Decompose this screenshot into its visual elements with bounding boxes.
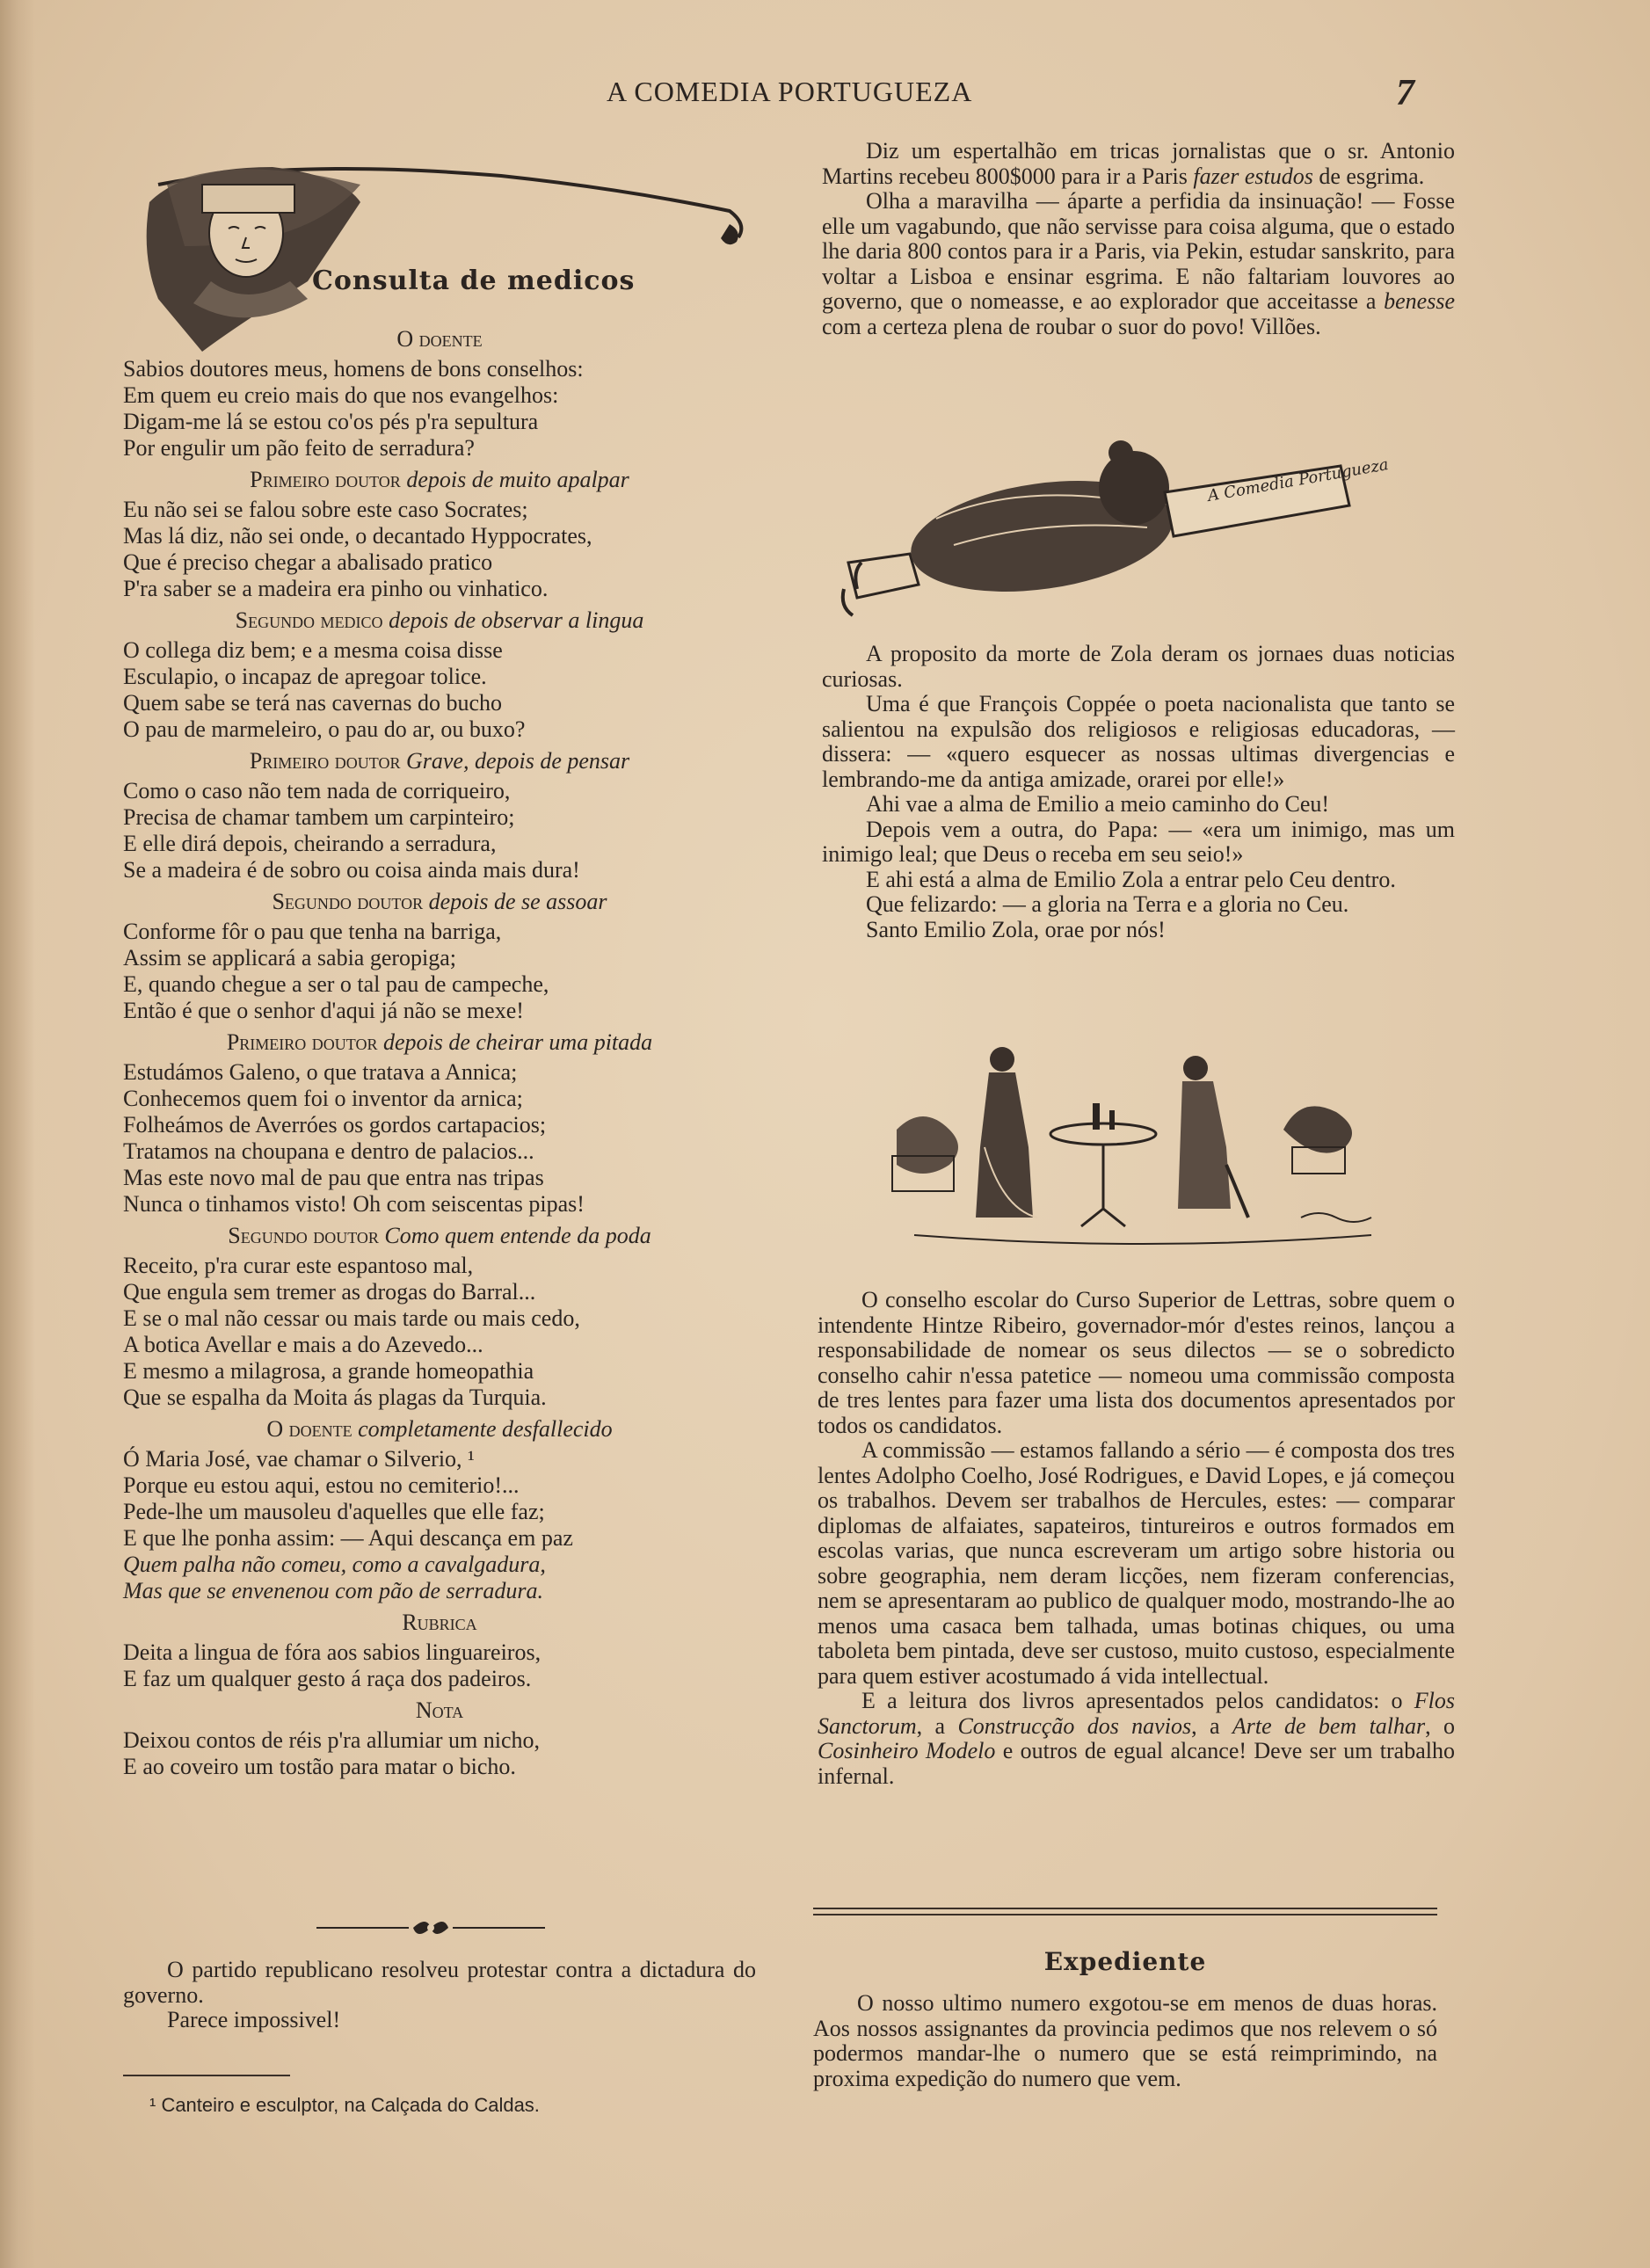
stage-direction: depois de se assoar (428, 889, 607, 914)
expediente-title: Expediente (1043, 1947, 1207, 1976)
figure-reading-newspaper-drawing (840, 431, 1391, 633)
speaker-name: Primeiro doutor (226, 1029, 378, 1055)
stage-direction: completamente desfallecido (358, 1416, 613, 1442)
poem-line: E, quando chegue a ser o tal pau de campeche, (123, 971, 549, 997)
stage-direction: Como quem entende da poda (384, 1223, 651, 1248)
footnote-rule (123, 2075, 290, 2076)
poem-line: Como o caso não tem nada de corriqueiro, (123, 778, 511, 803)
poem-line: Eu não sei se falou sobre este caso Socrates; (123, 497, 528, 522)
speaker-heading (123, 326, 756, 353)
lettras-paragraph-2: A commissão — estamos fallando a sério — é composta dos tres lentes Adolpho Coelho, José Rodrigues, e David Lopes, e já começou os trabalhos. Devem ser trabalhos de Hercules, estes: — comparar diplomas de alfaiates, sapateiros, tintureiros e outros formados em escolas varias, que nunca escreveram um artigo sobre historia ou sobre geographia, nem deram licções, nem fizeram conferencias, nem se apresentaram ao publico de qualquer modo, mostrando-lhe ao menos uma casaca bem talhada, umas botinas chiques, ou uma taboleta bem pintada, deve ser custoso, muito custoso, especialmente para quem estiver acostumado á vida intellectual. (818, 1437, 1455, 1689)
poem-line: Precisa de chamar tambem um carpinteiro; (123, 804, 515, 830)
newspaper-caption: A Comedia Portugueza (1206, 455, 1391, 505)
poem-line: Esculapio, o incapaz de apregoar tolice. (123, 664, 487, 689)
republican-note-text: O partido republicano resolveu protestar contra a dictadura do governo. (123, 1957, 756, 2008)
poem-line: Então é que o senhor d'aqui já não se mexe! (123, 998, 524, 1023)
poem-line: E se o mal não cessar ou mais tarde ou mais cedo, (123, 1305, 580, 1331)
poem-body (123, 321, 756, 1780)
poem-line-epitaph: Mas que se envenenou com pão de serradura. (123, 1578, 544, 1603)
zola-paragraph-3: Ahi vae a alma de Emilio a meio caminho do Ceu! (866, 791, 1330, 817)
newspaper-title: A COMEDIA PORTUGUEZA (607, 76, 973, 107)
stage-direction: Grave, depois de pensar (405, 748, 630, 774)
speaker-name: Rubrica (402, 1610, 477, 1635)
poem-line: Por engulir um pão feito de serradura? (123, 435, 475, 461)
poem-line: Se a madeira é de sobro ou coisa ainda mais dura! (123, 857, 580, 883)
republican-note (123, 1958, 756, 2033)
republican-note-quip: Parece impossivel! (167, 2007, 341, 2032)
poem-line: E mesmo a milagrosa, a grande homeopathia (123, 1358, 534, 1384)
speaker-heading (123, 1029, 756, 1056)
speaker-name: Segundo doutor (272, 889, 424, 914)
cafe-scene-illustration (879, 1033, 1393, 1261)
poem-line: Ó Maria José, vae chamar o Silverio, ¹ (123, 1446, 475, 1472)
poem-line: Conforme fôr o pau que tenha na barriga, (123, 919, 502, 944)
esgrima-article (822, 139, 1455, 339)
poem-line: Que engula sem tremer as drogas do Barral... (123, 1279, 536, 1305)
poem-line: Que é preciso chegar a abalisado pratico (123, 549, 493, 575)
speaker-name: Primeiro doutor (250, 467, 401, 492)
poem-line: Em quem eu creio mais do que nos evangelhos: (123, 382, 559, 408)
zola-paragraph-5: E ahi está a alma de Emilio Zola a entrar pelo Ceu dentro. (866, 866, 1396, 892)
lettras-paragraph-3: E a leitura dos livros apresentados pelos candidatos: o Flos Sanctorum, a Construcção dos navios, a Arte de bem talhar, o Cosinheiro Modelo e outros de egual alcance! Deve ser um trabalho infernal. (818, 1688, 1456, 1789)
poem-line: Tratamos na choupana e dentro de palacios... (123, 1138, 534, 1164)
stage-direction: depois de cheirar uma pitada (382, 1029, 653, 1055)
esgrima-paragraph-2: Olha a maravilha — áparte a perfidia da insinuação! — Fosse elle um vagabundo, que não servisse para coisa alguma, que o estado lhe daria 800 contos para ir a Paris, via Pekin, estudar sanskrito, para voltar a Lisboa e ensinar esgrima. E não faltariam louvores ao governo, que o nomeasse, e ao explorador que acceitasse a benesse com a certeza plena de roubar o suor do povo! Villões. (822, 188, 1455, 339)
poem-line: Deita a lingua de fóra aos sabios linguareiros, (123, 1639, 542, 1665)
zola-paragraph-4: Depois vem a outra, do Papa: — «era um inimigo, mas um inimigo leal; que Deus o receba em seu seio!» (822, 816, 1455, 867)
poem-line: O pau de marmeleiro, o pau do ar, ou buxo? (123, 716, 526, 742)
cafe-scene-drawing (879, 1033, 1393, 1261)
poem-line: Pede-lhe um mausoleu d'aquelles que elle faz; (123, 1499, 545, 1524)
speaker-name: Segundo medico (235, 607, 383, 633)
poem-line: Deixou contos de réis p'ra allumiar um nicho, (123, 1727, 541, 1753)
esgrima-paragraph-1: Diz um espertalhão em tricas jornalistas que o sr. Antonio Martins recebeu 800$000 para ir a Paris fazer estudos de esgrima. (822, 138, 1455, 189)
page-header (0, 73, 1650, 120)
speaker-heading (123, 1223, 756, 1249)
lettras-article (818, 1288, 1455, 1789)
page-binding-edge (0, 0, 35, 2268)
poem-line-epitaph: Quem palha não comeu, como a cavalgadura, (123, 1552, 546, 1577)
footnote: ¹ Canteiro e esculptor, na Calçada do Caldas. (149, 2094, 540, 2116)
speaker-name: O doente (396, 326, 483, 352)
speaker-name: Nota (415, 1697, 464, 1723)
zola-paragraph-2: Uma é que François Coppée o poeta nacionalista que tanto se salientou na expulsão dos religiosos e religiosas educadoras, — dissera: — «quero esquecer as nossas ultimas divergencias e lembrando-me da antiga amizade, orarei por elle!» (822, 691, 1455, 792)
speaker-heading (123, 889, 756, 915)
zola-article (822, 642, 1455, 942)
article-title: Consulta de medicos (312, 265, 636, 296)
zola-paragraph-7: Santo Emilio Zola, orae por nós! (866, 916, 1166, 942)
expediente-section (813, 1991, 1437, 2091)
section-rules (813, 1908, 1437, 1920)
expediente-text: O nosso ultimo numero exgotou-se em menos de duas horas. Aos nossos assignantes da provincia pedimos que nos relevem o só podermos mandar-lhe o numero que se está reimprimindo, na proxima expedição do numero que vem. (813, 1990, 1437, 2091)
poem-line: Que se espalha da Moita ás plagas da Turquia. (123, 1385, 547, 1410)
poem-line: Mas lá diz, não sei onde, o decantado Hyppocrates, (123, 523, 592, 549)
poem-line: Quem sabe se terá nas cavernas do bucho (123, 690, 502, 716)
poem-line: Porque eu estou aqui, estou no cemiterio!... (123, 1472, 520, 1498)
stage-direction: depois de observar a lingua (389, 607, 644, 633)
zola-paragraph-1: A proposito da morte de Zola deram os jornaes duas noticias curiosas. (822, 641, 1455, 692)
speaker-heading (123, 1610, 756, 1636)
poem-line: Receito, p'ra curar este espantoso mal, (123, 1253, 474, 1278)
zola-paragraph-6: Que felizardo: — a gloria na Terra e a gloria no Ceu. (866, 891, 1349, 917)
speaker-name: Primeiro doutor (249, 748, 401, 774)
speaker-heading (123, 1697, 756, 1724)
lettras-paragraph-1: O conselho escolar do Curso Superior de Lettras, sobre quem o intendente Hintze Ribeiro, governador-mór d'estes reinos, lançou a responsabilidade de nomear os seus dilectos — se o sobredicto conselho cahir n'essa patetice — nomeou uma commissão composta de tres lentes para fazer uma lista dos documentos apresentados por todos os candidatos. (818, 1287, 1455, 1438)
speaker-heading (123, 1416, 756, 1443)
poem-line: A botica Avellar e mais a do Azevedo... (123, 1332, 483, 1357)
poem-line: Digam-me lá se estou co'os pés p'ra sepultura (123, 409, 539, 434)
speaker-heading (123, 467, 756, 493)
speaker-heading (123, 748, 756, 774)
poem-line: E faz um qualquer gesto á raça dos padeiros. (123, 1666, 532, 1691)
stage-direction: depois de muito apalpar (406, 467, 629, 492)
speaker-heading (123, 607, 756, 634)
poem-line: E elle dirá depois, cheirando a serradura, (123, 831, 497, 856)
speaker-name: O doente (266, 1416, 353, 1442)
poem-line: O collega diz bem; e a mesma coisa disse (123, 637, 503, 663)
poem-line: Assim se applicará a sabia geropiga; (123, 945, 457, 970)
reading-figure-illustration (840, 431, 1391, 633)
poem-line: Mas este novo mal de pau que entra nas tripas (123, 1165, 544, 1190)
page-number: 7 (1396, 73, 1414, 113)
poem-line: Sabios doutores meus, homens de bons conselhos: (123, 356, 584, 382)
ornamental-divider (316, 1915, 545, 1941)
poem-line: E que lhe ponha assim: — Aqui descança em paz (123, 1525, 573, 1551)
poem-line: Nunca o tinhamos visto! Oh com seiscentas pipas! (123, 1191, 585, 1217)
poem-line: E ao coveiro um tostão para matar o bicho. (123, 1754, 516, 1779)
poem-line: Estudámos Galeno, o que tratava a Annica; (123, 1059, 518, 1085)
poem-line: P'ra saber se a madeira era pinho ou vinhatico. (123, 576, 549, 601)
poem-line: Folheámos de Averróes os gordos cartapacios; (123, 1112, 547, 1138)
poem-line: Conhecemos quem foi o inventor da arnica; (123, 1086, 523, 1111)
speaker-name: Segundo doutor (228, 1223, 379, 1248)
